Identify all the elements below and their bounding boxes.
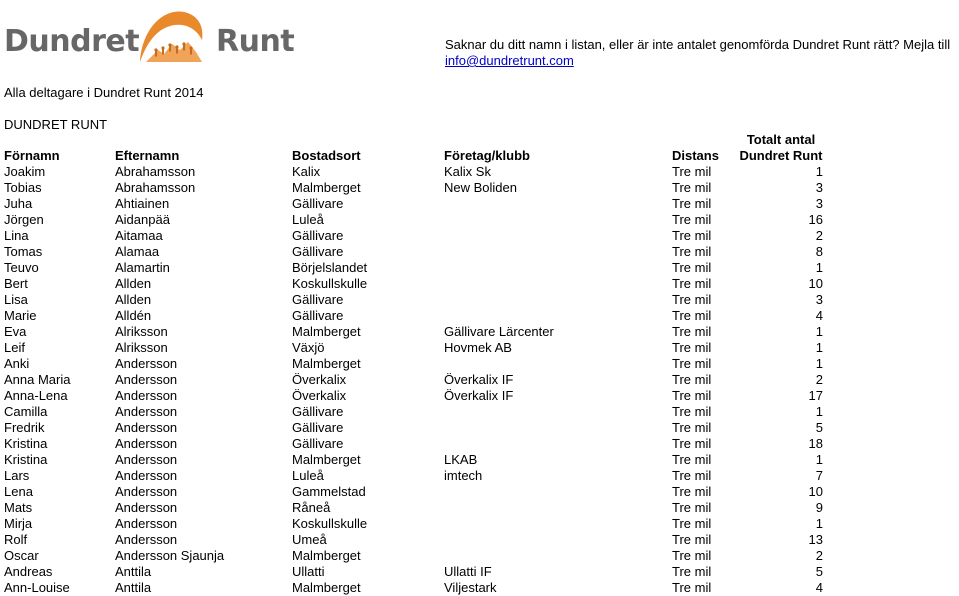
town-cell: Överkalix	[292, 372, 347, 387]
last-name-cell: Alriksson	[115, 324, 168, 339]
distance-cell: Tre mil	[672, 276, 712, 291]
first-name-cell: Tobias	[4, 180, 42, 195]
first-name-cell: Ann-Louise	[4, 580, 70, 595]
first-name-cell: Anki	[4, 356, 30, 371]
town-cell: Gällivare	[292, 436, 344, 451]
club-cell: Överkalix IF	[444, 388, 514, 403]
total-count-cell: 9	[815, 500, 823, 515]
total-count-cell: 10	[808, 484, 823, 499]
participant-table	[0, 164, 959, 596]
town-cell: Malmberget	[292, 580, 361, 595]
town-cell: Luleå	[292, 212, 324, 227]
total-count-cell: 1	[815, 404, 823, 419]
distance-cell: Tre mil	[672, 180, 712, 195]
town-cell: Råneå	[292, 500, 331, 515]
last-name-cell: Andersson	[115, 516, 178, 531]
distance-cell: Tre mil	[672, 452, 712, 467]
total-count-cell: 1	[815, 340, 823, 355]
club-cell: Gällivare Lärcenter	[444, 324, 554, 339]
town-cell: Kalix	[292, 164, 321, 179]
town-cell: Umeå	[292, 532, 327, 547]
page-title: Alla deltagare i Dundret Runt 2014	[4, 85, 204, 100]
last-name-cell: Andersson	[115, 500, 178, 515]
first-name-cell: Mirja	[4, 516, 33, 531]
table-row	[0, 356, 959, 372]
total-count-cell: 8	[815, 244, 823, 259]
table-row	[0, 196, 959, 212]
distance-cell: Tre mil	[672, 436, 712, 451]
last-name-cell: Abrahamsson	[115, 164, 196, 179]
last-name-cell: Andersson Sjaunja	[115, 548, 225, 563]
town-cell: Koskullskulle	[292, 276, 368, 291]
distance-cell: Tre mil	[672, 228, 712, 243]
table-row	[0, 308, 959, 324]
club-cell: Hovmek AB	[444, 340, 512, 355]
last-name-cell: Allden	[115, 276, 152, 291]
distance-cell: Tre mil	[672, 532, 712, 547]
distance-cell: Tre mil	[672, 308, 712, 323]
table-row	[0, 212, 959, 228]
table-row	[0, 500, 959, 516]
distance-cell: Tre mil	[672, 340, 712, 355]
last-name-cell: Allden	[115, 292, 152, 307]
table-row	[0, 436, 959, 452]
first-name-cell: Andreas	[4, 564, 53, 579]
first-name-cell: Lena	[4, 484, 33, 499]
column-header-total	[733, 132, 829, 164]
last-name-cell: Anttila	[115, 580, 152, 595]
first-name-cell: Bert	[4, 276, 28, 291]
column-header-foretag: Företag/klubb	[444, 148, 530, 163]
last-name-cell: Alldén	[115, 308, 152, 323]
first-name-cell: Kristina	[4, 452, 48, 467]
town-cell: Gällivare	[292, 420, 344, 435]
last-name-cell: Andersson	[115, 468, 178, 483]
first-name-cell: Juha	[4, 196, 33, 211]
total-count-cell: 7	[815, 468, 823, 483]
town-cell: Malmberget	[292, 548, 361, 563]
town-cell: Börjelslandet	[292, 260, 368, 275]
last-name-cell: Andersson	[115, 356, 178, 371]
mountain-runners-icon	[136, 6, 206, 68]
town-cell: Gällivare	[292, 308, 344, 323]
distance-cell: Tre mil	[672, 164, 712, 179]
distance-cell: Tre mil	[672, 484, 712, 499]
table-row	[0, 276, 959, 292]
distance-cell: Tre mil	[672, 500, 712, 515]
table-row	[0, 404, 959, 420]
table-row	[0, 532, 959, 548]
total-count-cell: 1	[815, 324, 823, 339]
total-count-cell: 18	[808, 436, 823, 451]
total-header-line1: Totalt antal	[746, 132, 816, 147]
last-name-cell: Aitamaa	[115, 228, 163, 243]
total-header-line2: Dundret Runt	[739, 148, 823, 163]
table-row	[0, 340, 959, 356]
total-count-cell: 5	[815, 564, 823, 579]
club-cell: Ullatti IF	[444, 564, 492, 579]
first-name-cell: Lisa	[4, 292, 28, 307]
town-cell: Gällivare	[292, 404, 344, 419]
distance-cell: Tre mil	[672, 196, 712, 211]
club-cell: LKAB	[444, 452, 478, 467]
first-name-cell: Leif	[4, 340, 25, 355]
last-name-cell: Andersson	[115, 388, 178, 403]
total-count-cell: 2	[815, 372, 823, 387]
total-count-cell: 1	[815, 516, 823, 531]
club-cell: Viljestark	[444, 580, 497, 595]
column-header-distans: Distans	[672, 148, 719, 163]
town-cell: Malmberget	[292, 180, 361, 195]
total-count-cell: 1	[815, 260, 823, 275]
distance-cell: Tre mil	[672, 388, 712, 403]
distance-cell: Tre mil	[672, 372, 712, 387]
distance-cell: Tre mil	[672, 292, 712, 307]
total-count-cell: 4	[815, 308, 823, 323]
notice-text: Saknar du ditt namn i listan, eller är inte antalet genomförda Dundret Runt rätt? Mejla till	[445, 37, 951, 52]
total-count-cell: 17	[808, 388, 823, 403]
club-cell: Överkalix IF	[444, 372, 514, 387]
table-row	[0, 420, 959, 436]
town-cell: Gällivare	[292, 228, 344, 243]
table-row	[0, 564, 959, 580]
last-name-cell: Andersson	[115, 420, 178, 435]
first-name-cell: Camilla	[4, 404, 48, 419]
table-row	[0, 244, 959, 260]
last-name-cell: Abrahamsson	[115, 180, 196, 195]
table-row	[0, 180, 959, 196]
first-name-cell: Anna Maria	[4, 372, 71, 387]
club-cell: imtech	[444, 468, 483, 483]
town-cell: Gällivare	[292, 292, 344, 307]
total-count-cell: 3	[815, 292, 823, 307]
first-name-cell: Lina	[4, 228, 29, 243]
distance-cell: Tre mil	[672, 356, 712, 371]
last-name-cell: Alamaa	[115, 244, 160, 259]
distance-cell: Tre mil	[672, 244, 712, 259]
total-count-cell: 2	[815, 228, 823, 243]
first-name-cell: Mats	[4, 500, 33, 515]
total-count-cell: 1	[815, 452, 823, 467]
missing-name-notice	[445, 37, 950, 69]
contact-email-link[interactable]: info@dundretrunt.com	[445, 53, 574, 68]
total-count-cell: 16	[808, 212, 823, 227]
last-name-cell: Alriksson	[115, 340, 168, 355]
town-cell: Gällivare	[292, 244, 344, 259]
table-row	[0, 372, 959, 388]
table-row	[0, 548, 959, 564]
first-name-cell: Tomas	[4, 244, 43, 259]
distance-cell: Tre mil	[672, 580, 712, 595]
last-name-cell: Aidanpää	[115, 212, 170, 227]
total-count-cell: 1	[815, 164, 823, 179]
first-name-cell: Jörgen	[4, 212, 44, 227]
last-name-cell: Andersson	[115, 436, 178, 451]
town-cell: Malmberget	[292, 356, 361, 371]
table-row	[0, 388, 959, 404]
table-row	[0, 516, 959, 532]
last-name-cell: Ahtiainen	[115, 196, 170, 211]
distance-cell: Tre mil	[672, 420, 712, 435]
first-name-cell: Kristina	[4, 436, 48, 451]
last-name-cell: Andersson	[115, 452, 178, 467]
distance-cell: Tre mil	[672, 260, 712, 275]
town-cell: Luleå	[292, 468, 324, 483]
last-name-cell: Andersson	[115, 532, 178, 547]
total-count-cell: 1	[815, 356, 823, 371]
town-cell: Malmberget	[292, 324, 361, 339]
club-cell: New Boliden	[444, 180, 517, 195]
distance-cell: Tre mil	[672, 548, 712, 563]
table-row	[0, 260, 959, 276]
distance-cell: Tre mil	[672, 324, 712, 339]
total-count-cell: 2	[815, 548, 823, 563]
column-header-fornamn: Förnamn	[4, 148, 60, 163]
distance-cell: Tre mil	[672, 468, 712, 483]
total-count-cell: 5	[815, 420, 823, 435]
town-cell: Överkalix	[292, 388, 347, 403]
table-row	[0, 580, 959, 596]
last-name-cell: Andersson	[115, 404, 178, 419]
last-name-cell: Andersson	[115, 372, 178, 387]
table-row	[0, 468, 959, 484]
column-header-bostadsort: Bostadsort	[292, 148, 361, 163]
first-name-cell: Eva	[4, 324, 27, 339]
first-name-cell: Joakim	[4, 164, 46, 179]
first-name-cell: Teuvo	[4, 260, 39, 275]
town-cell: Gällivare	[292, 196, 344, 211]
total-count-cell: 10	[808, 276, 823, 291]
town-cell: Koskullskulle	[292, 516, 368, 531]
first-name-cell: Marie	[4, 308, 37, 323]
town-cell: Gammelstad	[292, 484, 366, 499]
total-count-cell: 4	[815, 580, 823, 595]
column-header-efternamn: Efternamn	[115, 148, 180, 163]
town-cell: Ullatti	[292, 564, 325, 579]
table-row	[0, 452, 959, 468]
distance-cell: Tre mil	[672, 212, 712, 227]
club-cell: Kalix Sk	[444, 164, 491, 179]
total-count-cell: 3	[815, 196, 823, 211]
section-title: DUNDRET RUNT	[4, 117, 108, 132]
first-name-cell: Fredrik	[4, 420, 45, 435]
town-cell: Malmberget	[292, 452, 361, 467]
last-name-cell: Andersson	[115, 484, 178, 499]
first-name-cell: Anna-Lena	[4, 388, 68, 403]
distance-cell: Tre mil	[672, 564, 712, 579]
last-name-cell: Alamartin	[115, 260, 170, 275]
town-cell: Växjö	[292, 340, 325, 355]
table-row	[0, 324, 959, 340]
last-name-cell: Anttila	[115, 564, 152, 579]
first-name-cell: Lars	[4, 468, 30, 483]
dundret-runt-logo	[4, 6, 294, 68]
table-row	[0, 484, 959, 500]
table-row	[0, 164, 959, 180]
total-count-cell: 13	[808, 532, 823, 547]
first-name-cell: Oscar	[4, 548, 39, 563]
distance-cell: Tre mil	[672, 404, 712, 419]
logo-word-runt: Runt	[216, 24, 295, 59]
total-count-cell: 3	[815, 180, 823, 195]
first-name-cell: Rolf	[4, 532, 28, 547]
table-row	[0, 228, 959, 244]
table-row	[0, 292, 959, 308]
distance-cell: Tre mil	[672, 516, 712, 531]
logo-word-dundret: Dundret	[4, 24, 140, 59]
